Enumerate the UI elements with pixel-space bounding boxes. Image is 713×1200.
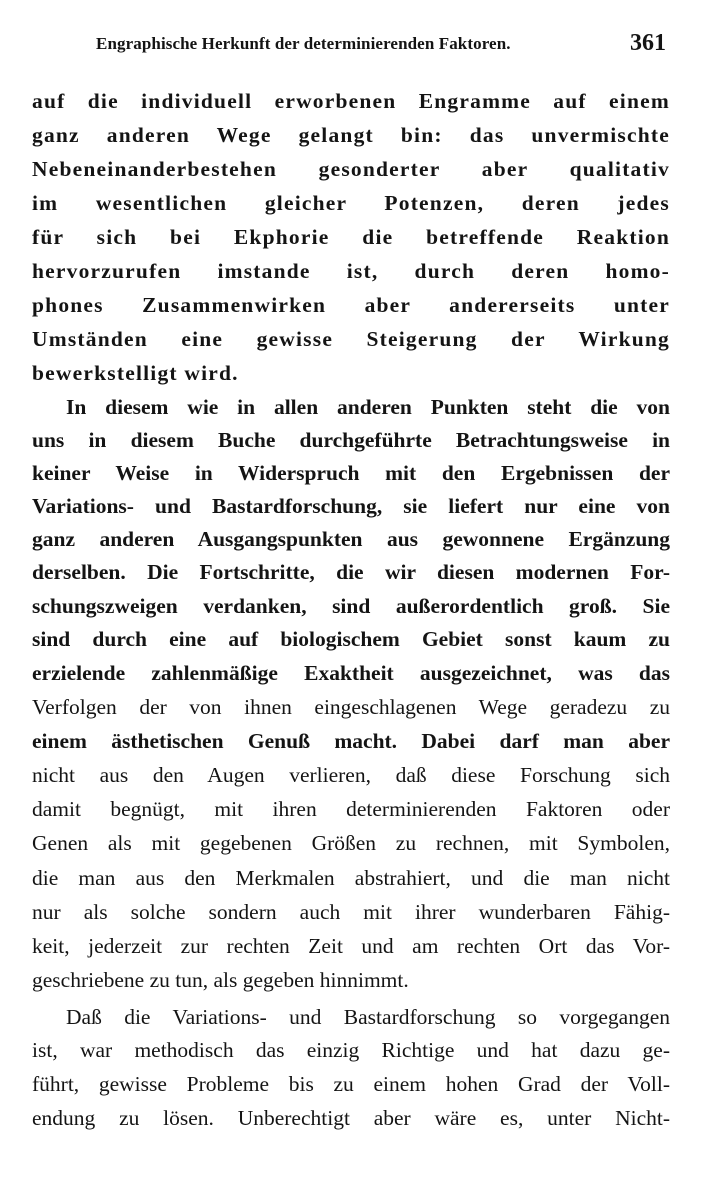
text-line: Nebeneinanderbestehen gesonderter aber qualitativ (32, 157, 670, 181)
text-line: keiner Weise in Widerspruch mit den Ergebnissen der (32, 461, 670, 485)
running-header (96, 30, 670, 62)
text-line: führt, gewisse Probleme bis zu einem hohen Grad der Voll- (32, 1072, 670, 1096)
text-line: phones Zusammenwirken aber andererseits unter (32, 293, 670, 317)
text-line: einem ästhetischen Genuß macht. Dabei darf man aber (32, 729, 670, 753)
text-line: ist, war methodisch das einzig Richtige und hat dazu ge- (32, 1038, 670, 1062)
text-line: nur als solche sondern auch mit ihrer wunderbaren Fähig- (32, 900, 670, 924)
text-line: hervorzurufen imstande ist, durch deren homo- (32, 259, 670, 283)
text-line: erzielende zahlenmäßige Exaktheit ausgezeichnet, was das (32, 661, 670, 685)
text-line: Daß die Variations- und Bastardforschung so vorgegangen (66, 1005, 670, 1029)
text-line: bewerkstelligt wird. (32, 361, 239, 385)
text-line: die man aus den Merkmalen abstrahiert, und die man nicht (32, 866, 670, 890)
text-line: auf die individuell erworbenen Engramme auf einem (32, 89, 670, 113)
text-line: Variations- und Bastardforschung, sie liefert nur eine von (32, 494, 670, 518)
text-line: endung zu lösen. Unberechtigt aber wäre es, unter Nicht- (32, 1106, 670, 1130)
text-line: damit begnügt, mit ihren determinierenden Faktoren oder (32, 797, 670, 821)
text-line: geschriebene zu tun, als gegeben hinnimmt. (32, 968, 409, 992)
text-line: uns in diesem Buche durchgeführte Betrachtungsweise in (32, 428, 670, 452)
text-line: im wesentlichen gleicher Potenzen, deren jedes (32, 191, 670, 215)
text-line: keit, jederzeit zur rechten Zeit und am rechten Ort das Vor- (32, 934, 670, 958)
text-line: schungszweigen verdanken, sind außerordentlich groß. Sie (32, 594, 670, 618)
text-line: Umständen eine gewisse Steigerung der Wirkung (32, 327, 670, 351)
text-line: Verfolgen der von ihnen eingeschlagenen Wege geradezu zu (32, 695, 670, 719)
running-title: Engraphische Herkunft der determinierenden Faktoren. (96, 34, 511, 53)
text-line: Genen als mit gegebenen Größen zu rechnen, mit Symbolen, (32, 831, 670, 855)
text-line: für sich bei Ekphorie die betreffende Reaktion (32, 225, 670, 249)
text-line: ganz anderen Wege gelangt bin: das unvermischte (32, 123, 670, 147)
text-line: ganz anderen Ausgangspunkten aus gewonnene Ergänzung (32, 527, 670, 551)
text-line: nicht aus den Augen verlieren, daß diese Forschung sich (32, 763, 670, 787)
page-number: 361 (630, 30, 666, 56)
text-line: In diesem wie in allen anderen Punkten steht die von (66, 395, 670, 419)
text-line: derselben. Die Fortschritte, die wir diesen modernen For- (32, 560, 670, 584)
text-line: sind durch eine auf biologischem Gebiet sonst kaum zu (32, 627, 670, 651)
